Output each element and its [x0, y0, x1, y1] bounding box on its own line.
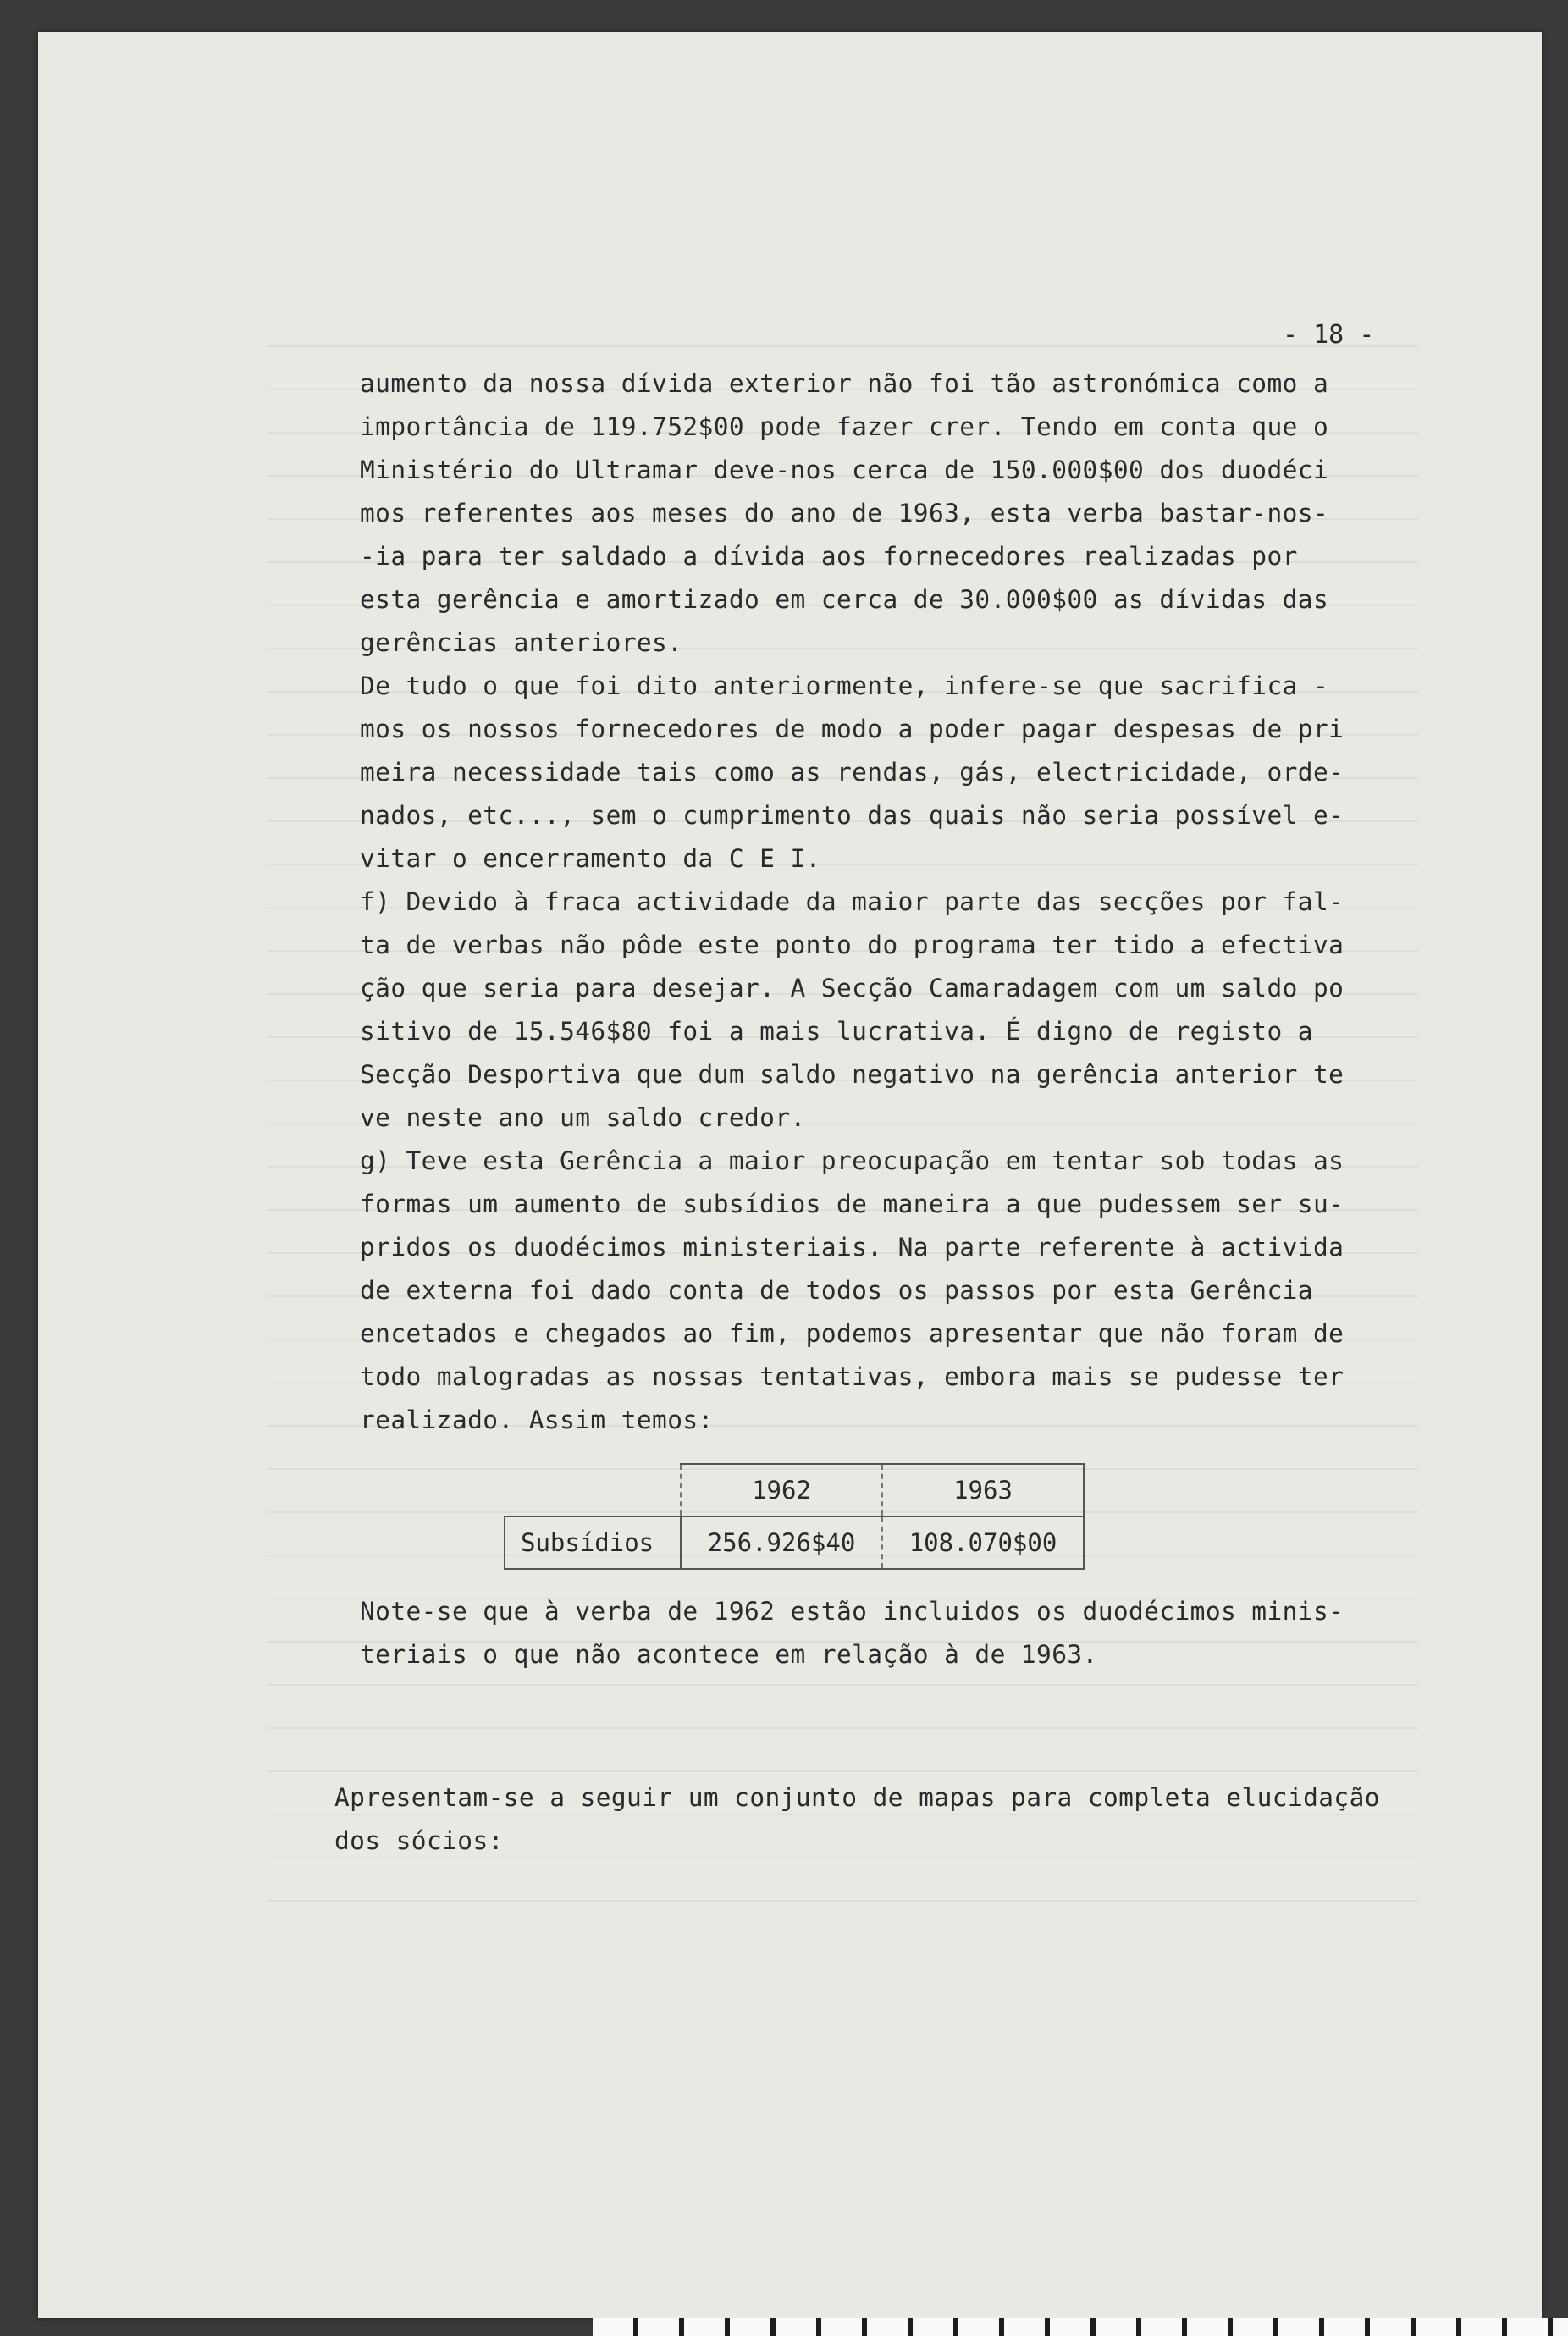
scale-ruler	[593, 2318, 1568, 2336]
text-line: Secção Desportiva que dum saldo negativo na gerência anterior te	[360, 1060, 1344, 1089]
text-line: mos referentes aos meses do ano de 1963, esta verba bastar-nos-	[360, 499, 1329, 527]
text-line: meira necessidade tais como as rendas, gás, electricidade, orde-	[360, 758, 1344, 787]
table-corner	[505, 1464, 681, 1516]
year-header: 1962	[681, 1464, 882, 1516]
text-line: todo malogradas as nossas tentativas, embora mais se pudesse ter	[360, 1362, 1344, 1391]
text-line: vitar o encerramento da C E I.	[360, 844, 821, 873]
text-line: nados, etc..., sem o cumprimento das quais não seria possível e-	[360, 801, 1344, 830]
text-line: importância de 119.752$00 pode fazer crer. Tendo em conta que o	[360, 412, 1329, 441]
text-line: dos sócios:	[334, 1826, 504, 1855]
text-line: Apresentam-se a seguir um conjunto de mapas para completa elucidação	[334, 1783, 1380, 1812]
text-line: realizado. Assim temos:	[360, 1405, 714, 1434]
text-line: esta gerência e amortizado em cerca de 30.000$00 as dívidas das	[360, 585, 1329, 614]
text-line: ta de verbas não pôde este ponto do programa ter tido a efectiva	[360, 931, 1344, 959]
page-number: - 18 -	[1283, 320, 1375, 350]
table-note	[360, 1590, 1344, 1676]
closing-paragraph	[334, 1776, 1380, 1863]
text-line: g) Teve esta Gerência a maior preocupação em tentar sob todas as	[360, 1146, 1344, 1175]
body-text	[360, 362, 1410, 1442]
text-line: ve neste ano um saldo credor.	[360, 1103, 806, 1132]
table-cell: 108.070$00	[882, 1516, 1084, 1569]
text-line: mos os nossos fornecedores de modo a poder pagar despesas de pri	[360, 715, 1344, 743]
text-line: f) Devido à fraca actividade da maior parte das secções por fal-	[360, 887, 1344, 916]
document-page	[38, 32, 1542, 2318]
text-line: Ministério do Ultramar deve-nos cerca de 150.000$00 dos duodéci	[360, 456, 1329, 484]
text-line: De tudo o que foi dito anteriormente, infere-se que sacrifica -	[360, 671, 1329, 700]
text-line: pridos os duodécimos ministeriais. Na parte referente à activida	[360, 1233, 1344, 1262]
text-line: sitivo de 15.546$80 foi a mais lucrativa. É digno de registo a	[360, 1017, 1313, 1046]
text-line: encetados e chegados ao fim, podemos apresentar que não foram de	[360, 1319, 1344, 1348]
text-line: ção que seria para desejar. A Secção Camaradagem com um saldo po	[360, 974, 1344, 1002]
year-header: 1963	[882, 1464, 1084, 1516]
text-line: teriais o que não acontece em relação à de 1963.	[360, 1640, 1098, 1669]
text-line: de externa foi dado conta de todos os passos por esta Gerência	[360, 1276, 1313, 1305]
table-row	[505, 1516, 1084, 1569]
text-line: formas um aumento de subsídios de maneira a que pudessem ser su-	[360, 1190, 1344, 1218]
text-line: gerências anteriores.	[360, 628, 683, 657]
subsidy-table	[504, 1463, 1085, 1570]
table-header-row	[505, 1464, 1084, 1516]
text-line: aumento da nossa dívida exterior não foi tão astronómica como a	[360, 369, 1329, 398]
table-cell: 256.926$40	[681, 1516, 882, 1569]
text-line: Note-se que à verba de 1962 estão incluidos os duodécimos minis-	[360, 1597, 1344, 1626]
text-line: -ia para ter saldado a dívida aos fornecedores realizadas por	[360, 542, 1298, 571]
row-label: Subsídios	[505, 1516, 681, 1569]
